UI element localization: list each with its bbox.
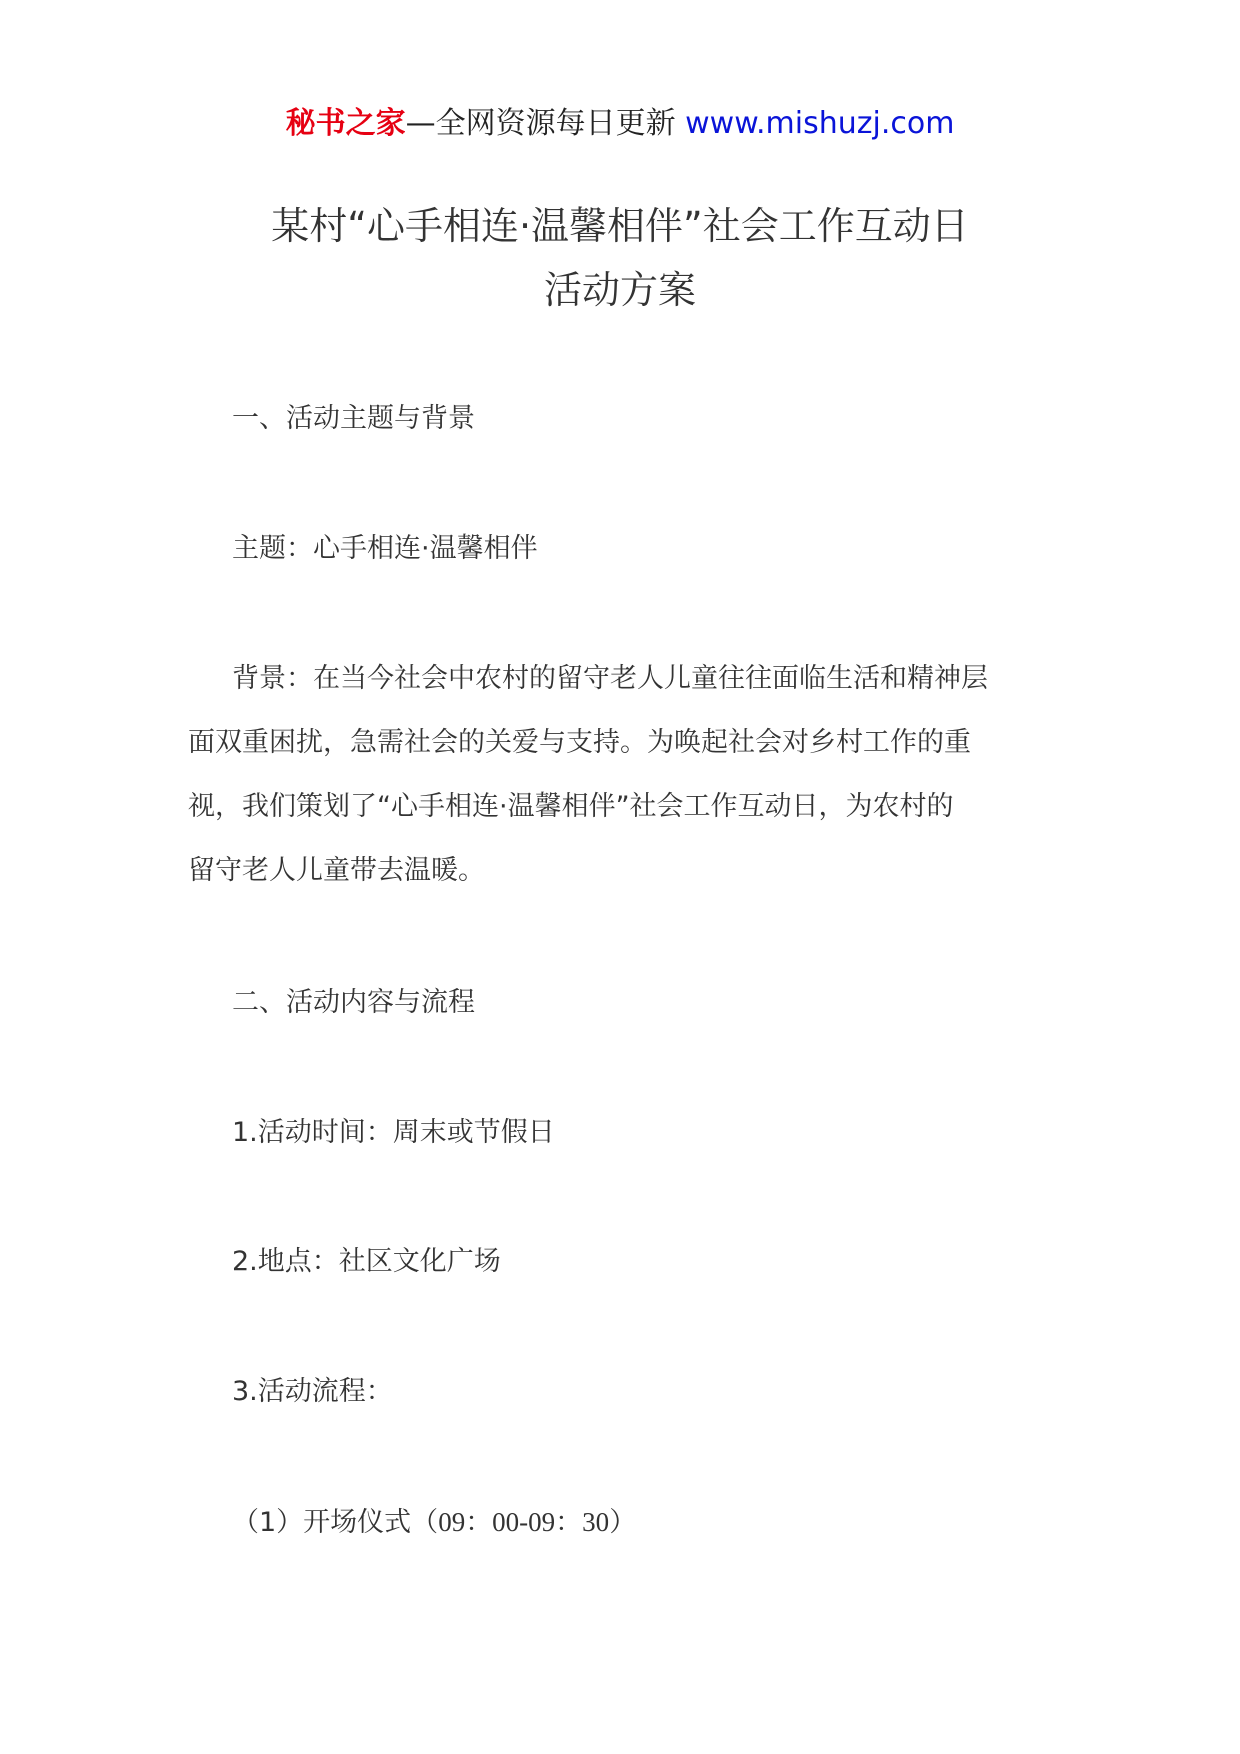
brand-name: 秘书之家 bbox=[285, 106, 406, 141]
sub-item-opening bbox=[188, 1490, 1048, 1555]
sub-item-prefix: （1）开场仪式（ bbox=[232, 1507, 439, 1538]
background-line: 背景：在当今社会中农村的留守老人儿童往往面临生活和精神层 bbox=[232, 663, 988, 694]
sub-item-suffix: ） bbox=[609, 1507, 637, 1538]
list-item-process: 3.活动流程： bbox=[232, 1376, 393, 1407]
theme-paragraph: 主题：心手相连·温馨相伴 bbox=[232, 533, 538, 564]
list-item-time: 1.活动时间：周末或节假日 bbox=[232, 1117, 555, 1148]
title-line-2: 活动方案 bbox=[543, 268, 696, 312]
site-header bbox=[0, 100, 1240, 148]
header-slogan: —全网资源每日更新 bbox=[405, 106, 676, 141]
sub-item-time: 09：00-09：30 bbox=[438, 1507, 610, 1537]
background-line: 面双重困扰，急需社会的关爱与支持。为唤起社会对乡村工作的重 bbox=[188, 727, 971, 758]
document-title bbox=[160, 194, 1080, 322]
title-line-1: 某村“心手相连·温馨相伴”社会工作互动日 bbox=[271, 204, 969, 248]
background-line: 视，我们策划了“心手相连·温馨相伴”社会工作互动日，为农村的 bbox=[188, 791, 954, 822]
section-heading-1: 一、活动主题与背景 bbox=[232, 403, 475, 434]
background-paragraph bbox=[188, 647, 1058, 903]
site-url-link[interactable]: www.mishuzj.com bbox=[685, 106, 955, 141]
list-item-location: 2.地点：社区文化广场 bbox=[232, 1246, 501, 1277]
section-heading-2: 二、活动内容与流程 bbox=[232, 987, 475, 1018]
background-line: 留守老人儿童带去温暖。 bbox=[188, 855, 485, 886]
